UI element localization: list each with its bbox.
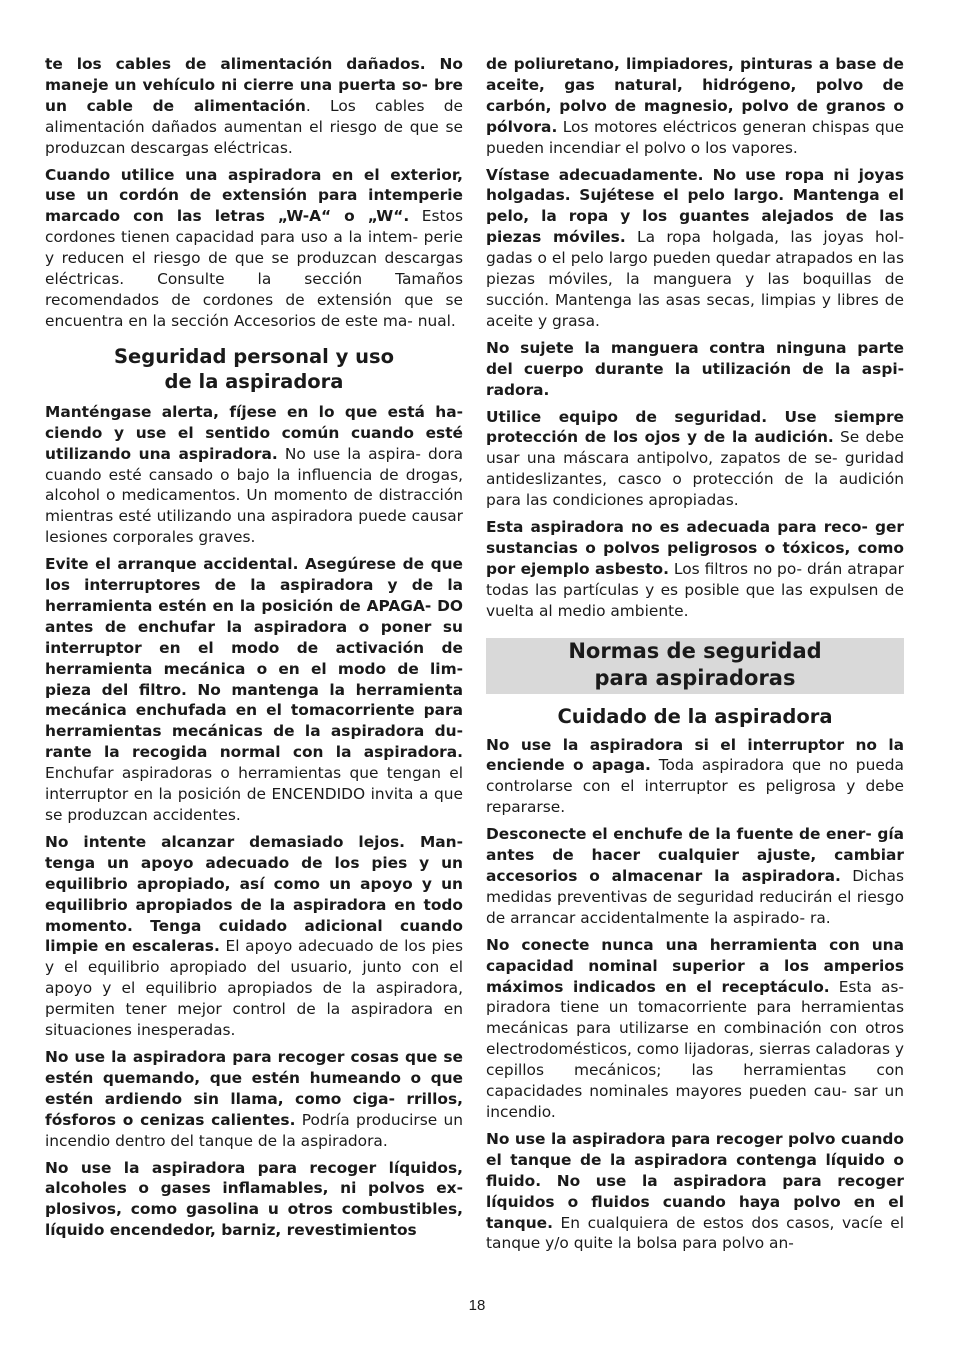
paragraph-outdoor-extension: Cuando utilice una aspiradora en el exterior, use un cordón de extensión para intemperie marcado con las letras „W-A“ o „W“. Estos cordones tienen capacidad para uso a la intem- perie y reducen el riesgo de que se produzcan descargas eléctricas. Consulte la sección Tamaños recomendados de cordones de extensión que se encuentra en la sección Accesorios de este ma- nual. — [45, 165, 463, 330]
left-column — [45, 54, 463, 1247]
paragraph-hose-body: No sujete la manguera contra ninguna parte del cuerpo durante la utilización de la aspi- radora. — [486, 338, 904, 399]
page-number: 18 — [468, 1297, 486, 1314]
paragraph-stay-alert: Manténgase alerta, fíjese en lo que está ha- ciendo y use el sentido común cuando esté utilizando una aspiradora. No use la aspira- dora cuando esté cansado o bajo la influencia de drogas, alcohol o medicamentos. Un momento de distracción mientras esté utilizando una aspiradora puede causar lesiones corporales graves. — [45, 402, 464, 547]
paragraph-overreach: No intente alcanzar demasiado lejos. Man- tenga un apoyo adecuado de los pies y un equilibrio apropiado, así como un apoyo y un equilibrio apropiados de la aspiradora en todo momento. Tenga cuidado adicional cuando limpie en escaleras. El apoyo adecuado de los pies y el equilibrio apropiado del usuario, junto con el apoyo y el equilibrio apropiados de la aspiradora, permiten tener mejor control de la aspiradora en situaciones inesperadas. — [45, 832, 463, 1040]
paragraph-safety-equipment: Utilice equipo de seguridad. Use siempre protección de los ojos y de la audición. Se debe usar una máscara antipolvo, zapatos de se- guridad antideslizantes, casco o protección de la audición para las condiciones apropiadas. — [486, 407, 904, 510]
subheading-vacuum-care: Cuidado de la aspiradora — [557, 704, 833, 728]
paragraph-power-cords: te los cables de alimentación dañados. No maneje un vehículo ni cierre una puerta so- bre un cable de alimentación. Los cables de alimentación dañados aumentan el riesgo de que se produzcan descargas eléctricas. — [45, 55, 463, 157]
section-banner-safety-rules: Normas de seguridad para aspiradoras — [486, 638, 904, 694]
paragraph-disconnect-plug: Desconecte el enchufe de la fuente de ener- gía antes de hacer cualquier ajuste, cambiar accesorios o almacenar la aspiradora. Dichas medidas preventivas de seguridad reducirán el riesgo de arrancar accidentalmente la aspirado- ra. — [486, 825, 904, 927]
right-column — [486, 54, 904, 1260]
paragraph-flammable-continued: de poliuretano, limpiadores, pinturas a base de aceite, gas natural, hidrógeno, polvo de carbón, polvo de magnesio, polvo de granos o pólvora. Los motores eléctricos generan chispas que pueden incendiar el polvo o los vapores. — [486, 55, 904, 157]
paragraph-amp-rating: No conecte nunca una herramienta con una capacidad nominal superior a los amperios máximos indicados en el receptáculo. Esta as- piradora tiene un tomacorriente para herramientas mecánicas para utilizarse en combinación con otros electrodomésticos, como lijadoras, sierras caladoras y cepillos mecánicos; las herramientas con capacidades nominales mayores pueden cau- sar un incendio. — [486, 935, 905, 1121]
section-heading-personal-safety: Seguridad personal y uso de la aspiradora — [114, 344, 394, 393]
paragraph-flammable-liquids: No use la aspiradora para recoger líquidos, alcoholes o gases inflamables, ni polvos ex- plosivos, como gasolina u otros combustibles, líquido encendedor, barniz, revestimientos — [45, 1158, 463, 1240]
paragraph-accidental-start: Evite el arranque accidental. Asegúrese de que los interruptores de la aspiradora y de la herramienta estén en la posición de APAGA- DO antes de enchufar la aspiradora o poner su interruptor en el modo de activación de herramienta mecánica o en el modo de lim- pieza del filtro. No mantenga la herramienta mecánica enchufada en el tomacorriente para herramientas mecánicas de la aspiradora du- rante la recogida normal con la aspiradora. Enchufar aspiradoras o herramientas que tengan el interruptor en la posición de ENCENDIDO invita a que se produzcan accidentes. — [45, 555, 463, 824]
paragraph-burning-items: No use la aspiradora para recoger cosas que se estén quemando, que estén humeando o que estén ardiendo sin llama, como ciga- rrillos, fósforos o cenizas calientes. Podría producirse un incendio dentro del tanque de la aspiradora. — [45, 1047, 463, 1150]
paragraph-hazardous-dust: Esta aspiradora no es adecuada para reco- ger sustancias o polvos peligrosos o tóxicos, como por ejemplo asbesto. Los filtros no po- drán atrapar todas las partículas y es posible que las expulsen de vuelta al medio ambiente. — [486, 518, 904, 620]
paragraph-dress-properly: Vístase adecuadamente. No use ropa ni joyas holgadas. Sujétese el pelo largo. Mantenga el pelo, la ropa y los guantes alejados de las piezas móviles. La ropa holgada, las joyas hol- gadas o el pelo largo pueden quedar atrapados en las piezas móviles, la manguera y las boquillas de succión. Mantenga las asas secas, limpias y libres de aceite y grasa. — [486, 165, 905, 330]
paragraph-dust-liquid: No use la aspiradora para recoger polvo cuando el tanque de la aspiradora contenga líquido o fluido. No use la aspiradora para recoger líquidos o fluidos cuando haya polvo en el tanque. En cualquiera de estos dos casos, vacíe el tanque y/o quite la bolsa para polvo an- — [486, 1129, 904, 1253]
paragraph-switch: No use la aspiradora si el interruptor no la enciende o apaga. Toda aspiradora que no pueda controlarse con el interruptor es peligrosa y debe repararse. — [486, 735, 904, 817]
